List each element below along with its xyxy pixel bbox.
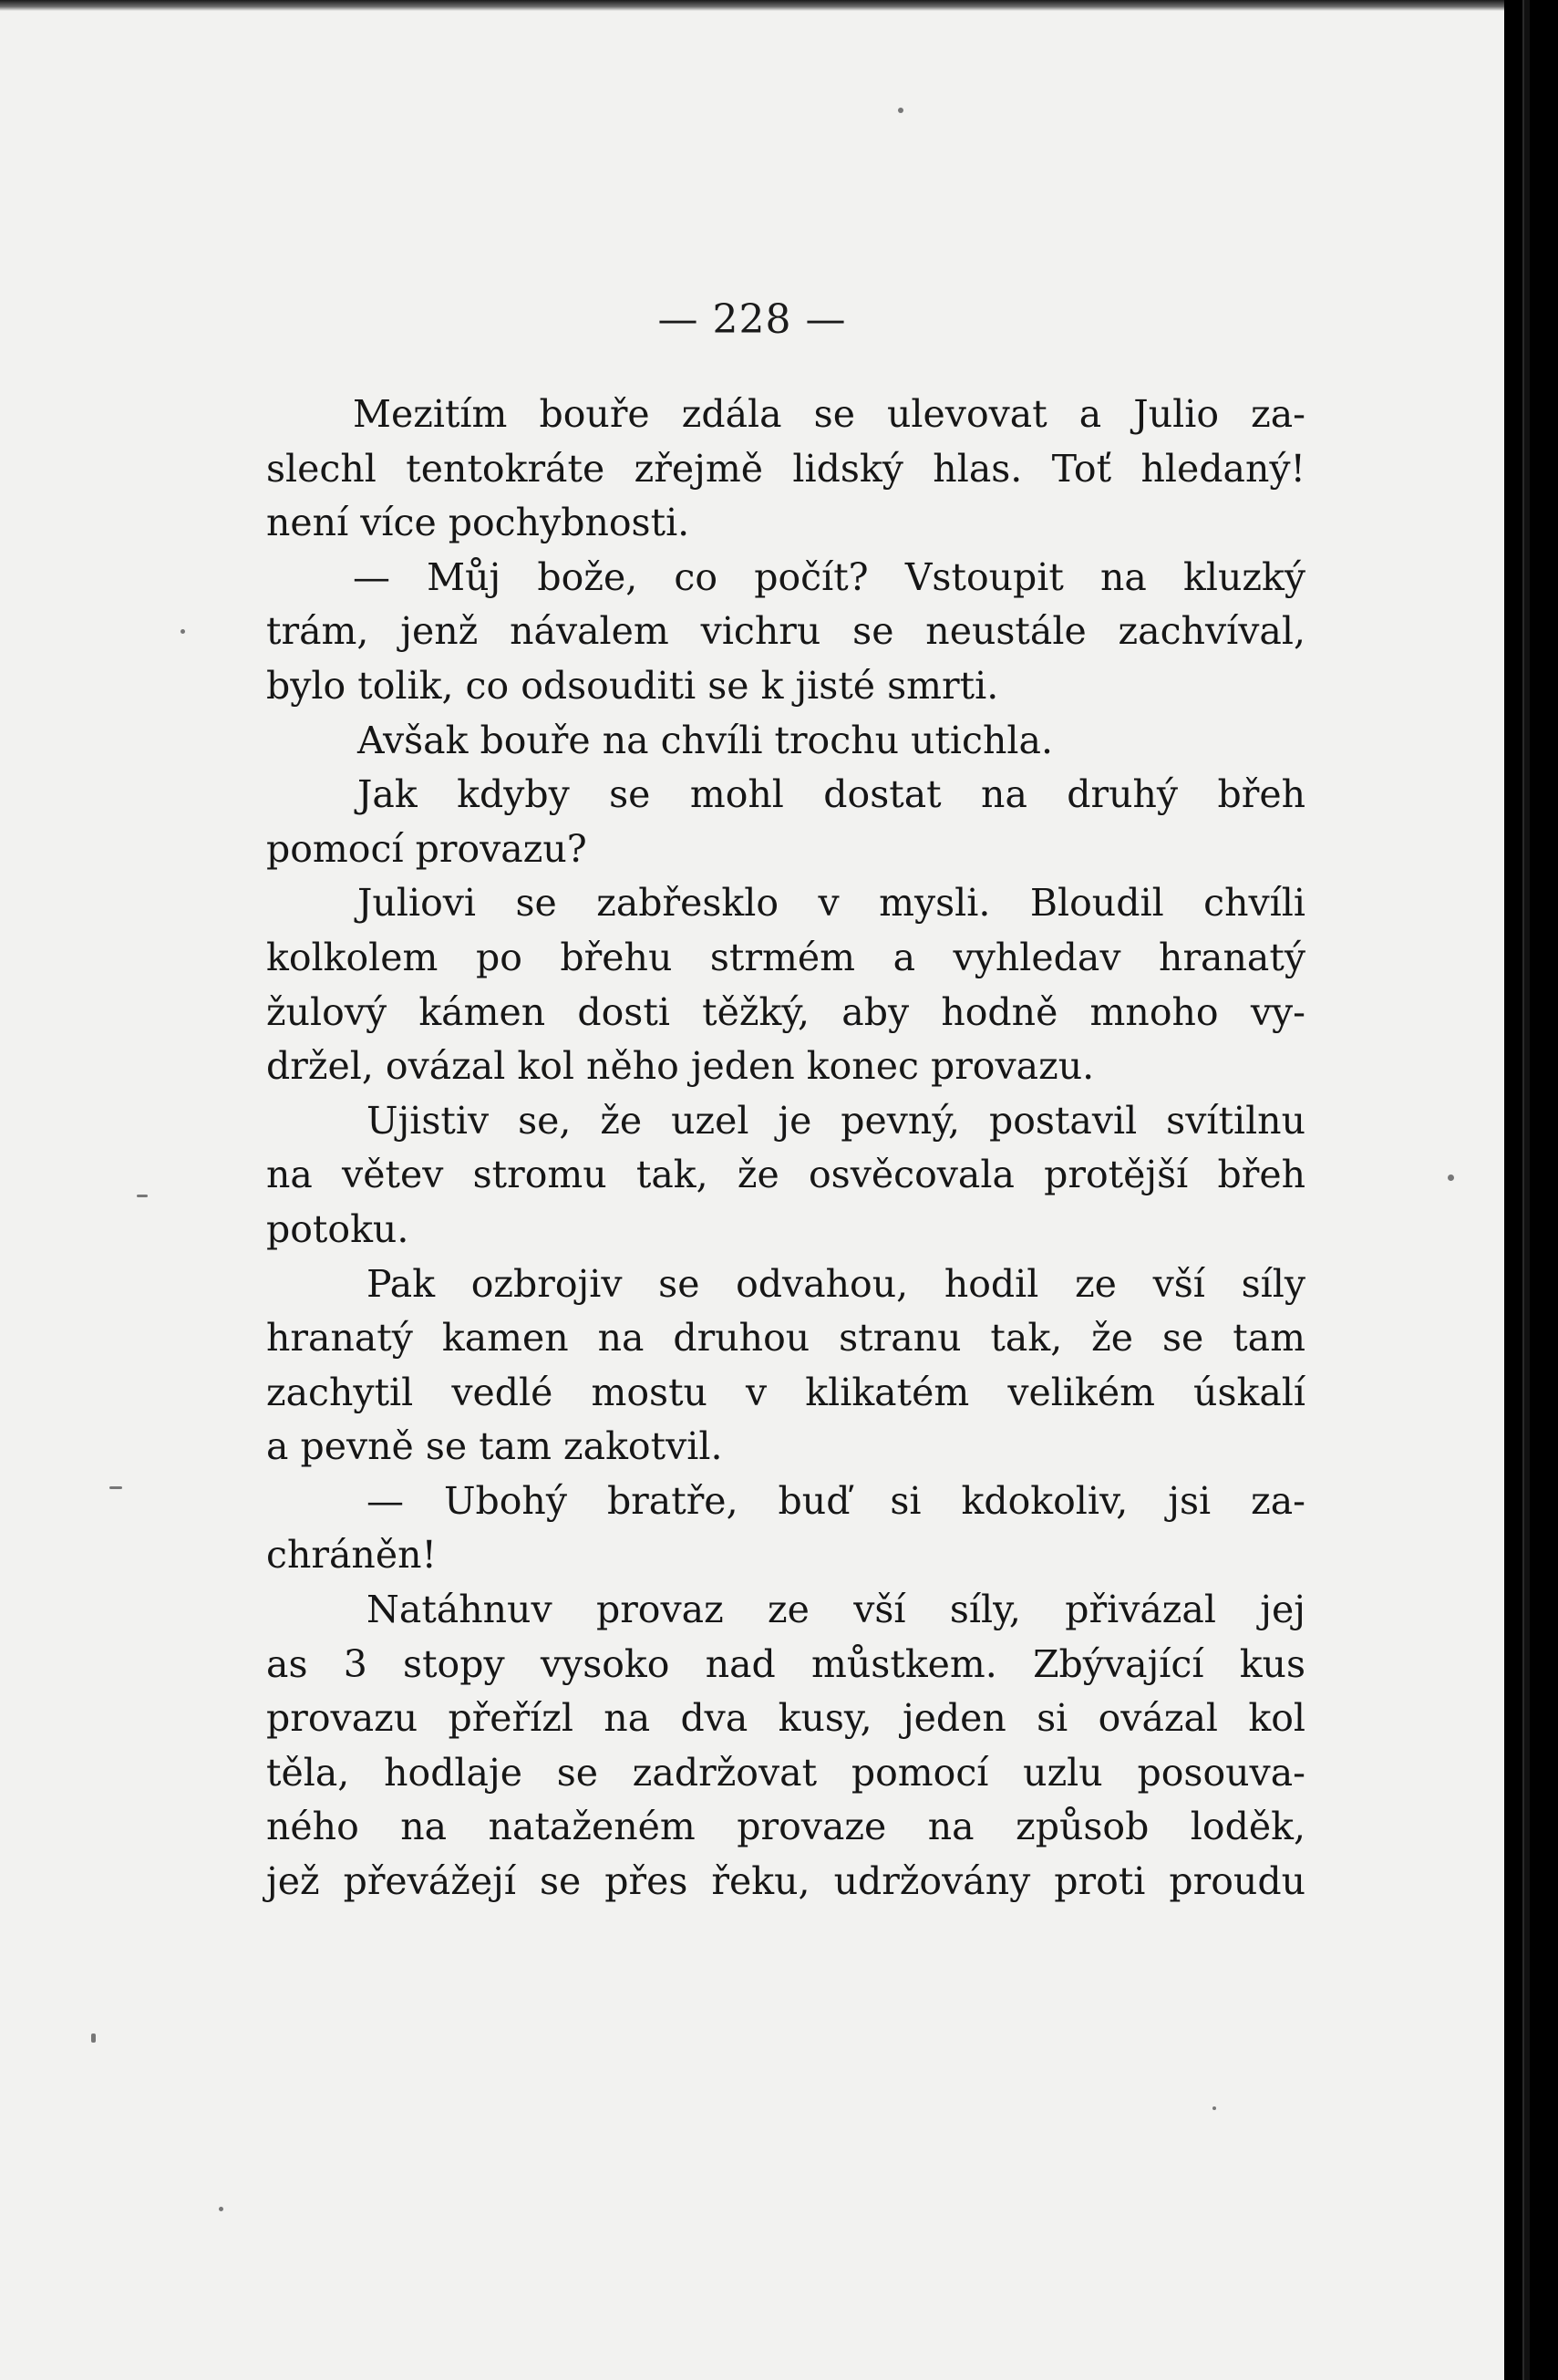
- text-line: ného na nataženém provaze na způsob loděk,: [266, 1805, 1305, 1849]
- text-line: slechl tentokráte zřejmě lidský hlas. Toť hledaný!: [266, 446, 1305, 491]
- scan-edge-line: [1522, 0, 1530, 2380]
- text-line: Ujistiv se, že uzel je pevný, postavil svítilnu: [366, 1098, 1305, 1143]
- text-line: — Ubohý bratře, buď si kdokoliv, jsi za-: [366, 1478, 1305, 1523]
- text-line: Mezitím bouře zdála se ulevovat a Julio za-: [353, 392, 1305, 436]
- text-line: pomocí provazu?: [266, 826, 587, 871]
- text-line: zachytil vedlé mostu v klikatém velikém úskalí: [266, 1370, 1305, 1414]
- text-line: těla, hodlaje se zadržovat pomocí uzlu posouva-: [266, 1750, 1305, 1795]
- text-line: na větev stromu tak, že osvěcovala protější břeh: [266, 1153, 1305, 1197]
- text-line: — Můj bože, co počít? Vstoupit na kluzký: [353, 554, 1305, 599]
- text-line: Juliovi se zabřesklo v mysli. Bloudil chvíli: [357, 881, 1305, 926]
- text-line: Jak kdyby se mohl dostat na druhý břeh: [357, 772, 1305, 817]
- text-line: není více pochybnosti.: [266, 501, 690, 545]
- text-line: chráněn!: [266, 1533, 437, 1578]
- text-line: jež převážejí se přes řeku, udržovány proti proudu: [266, 1859, 1305, 1904]
- text-line: a pevně se tam zakotvil.: [266, 1424, 723, 1469]
- text-line: potoku.: [266, 1206, 409, 1251]
- text-line: žulový kámen dosti těžký, aby hodně mnoho vy-: [266, 989, 1305, 1034]
- text-line: hranatý kamen na druhou stranu tak, že se tam: [266, 1316, 1305, 1361]
- text-line: Pak ozbrojiv se odvahou, hodil ze vší síly: [366, 1261, 1305, 1306]
- scan-edge: [1504, 0, 1558, 2380]
- text-line: trám, jenž návalem vichru se neustále zachvíval,: [266, 609, 1305, 654]
- text-line: kolkolem po břehu strmém a vyhledav hranatý: [266, 935, 1305, 979]
- text-line: as 3 stopy vysoko nad můstkem. Zbývající kus: [266, 1641, 1305, 1686]
- text-line: držel, ovázal kol něho jeden konec provazu.: [266, 1044, 1095, 1089]
- text-line: bylo tolik, co odsouditi se k jisté smrti.: [266, 663, 999, 708]
- text-line: provazu přeřízl na dva kusy, jeden si ovázal kol: [266, 1696, 1305, 1741]
- page-number: — 228 —: [657, 296, 847, 343]
- body-text: [266, 388, 1305, 1909]
- text-line: Natáhnuv provaz ze vší síly, přivázal jej: [366, 1588, 1305, 1632]
- text-line: Avšak bouře na chvíli trochu utichla.: [357, 718, 1054, 762]
